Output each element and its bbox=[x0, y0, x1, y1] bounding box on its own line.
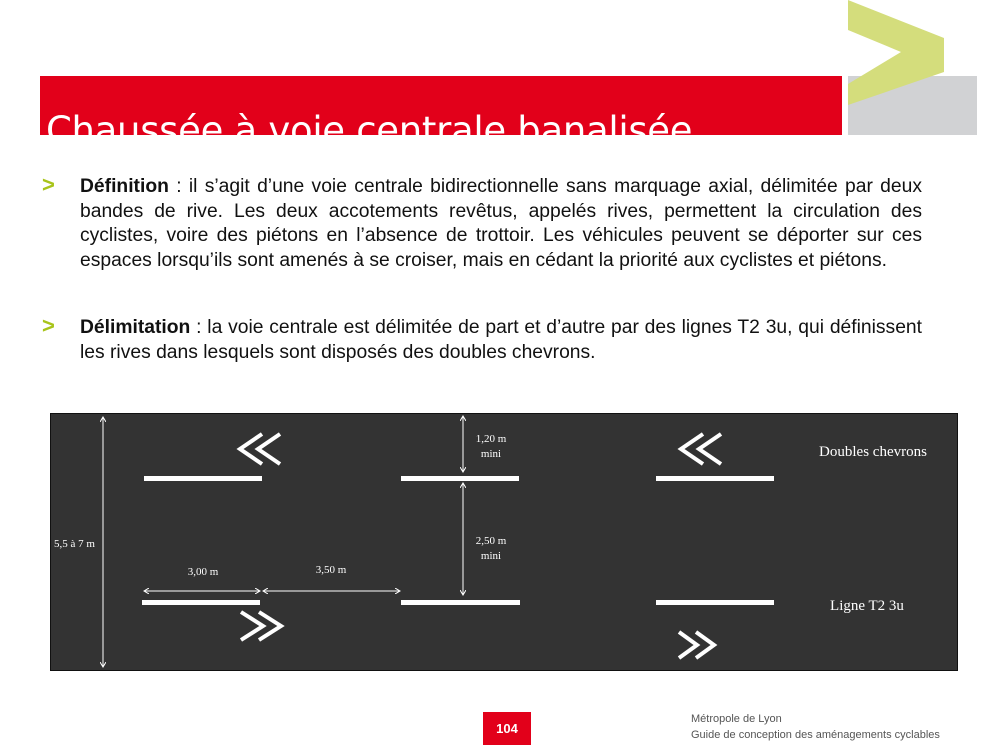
edge-line bbox=[142, 600, 260, 605]
bullet-chevron-icon: > bbox=[42, 313, 55, 338]
footer-org: Métropole de Lyon bbox=[691, 713, 782, 725]
legend-chevrons: Doubles chevrons bbox=[819, 444, 927, 460]
double-chevron-right-icon bbox=[679, 632, 714, 658]
total-width-label: 5,5 à 7 m bbox=[54, 538, 95, 550]
center-min-label: mini bbox=[480, 550, 502, 562]
center-width-label: 2,50 m bbox=[475, 535, 507, 547]
page-title: Chaussée à voie centrale banalisée bbox=[46, 108, 693, 152]
bullet-chevron-icon: > bbox=[42, 172, 55, 197]
edge-line bbox=[401, 600, 520, 605]
line-length-label: 3,00 m bbox=[187, 566, 219, 578]
delimitation-paragraph bbox=[80, 316, 922, 365]
delimitation-text: : la voie centrale est délimitée de part et d’autre par des lignes T2 3u, qui définissent les rives dans lesquels sont disposés des doubles chevrons. bbox=[80, 317, 922, 363]
edge-line bbox=[656, 600, 774, 605]
edge-min-label: mini bbox=[480, 448, 502, 460]
double-chevron-left-icon bbox=[240, 434, 280, 464]
brand-chevron-logo bbox=[846, 0, 986, 140]
footer bbox=[691, 711, 940, 743]
double-chevron-right-icon bbox=[241, 612, 281, 640]
edge-width-label: 1,20 m bbox=[475, 433, 507, 445]
delimitation-term: Délimitation bbox=[80, 317, 191, 338]
definition-paragraph bbox=[80, 175, 922, 273]
definition-term: Définition bbox=[80, 176, 169, 197]
double-chevron-left-icon bbox=[681, 434, 721, 464]
gap-length-label: 3,50 m bbox=[315, 564, 347, 576]
page-number: 104 bbox=[483, 712, 531, 745]
edge-line bbox=[656, 476, 774, 481]
footer-doc: Guide de conception des aménagements cyclables bbox=[691, 729, 940, 741]
road-diagram bbox=[51, 414, 957, 670]
edge-line bbox=[401, 476, 519, 481]
definition-text: : il s’agit d’une voie centrale bidirectionnelle sans marquage axial, délimitée par deux bandes de rive. Les deux accotements revêtus, appelés rives, permettent la circulation des cyclistes, voire des piétons en l’absence de trottoir. Les véhicules peuvent se déporter sur ces espaces lorsqu’ils sont amenés à se croiser, mais en cédant la priorité aux cyclistes et piétons. bbox=[80, 176, 922, 271]
title-bar bbox=[40, 76, 842, 152]
legend-line: Ligne T2 3u bbox=[830, 598, 904, 614]
edge-line bbox=[144, 476, 262, 481]
